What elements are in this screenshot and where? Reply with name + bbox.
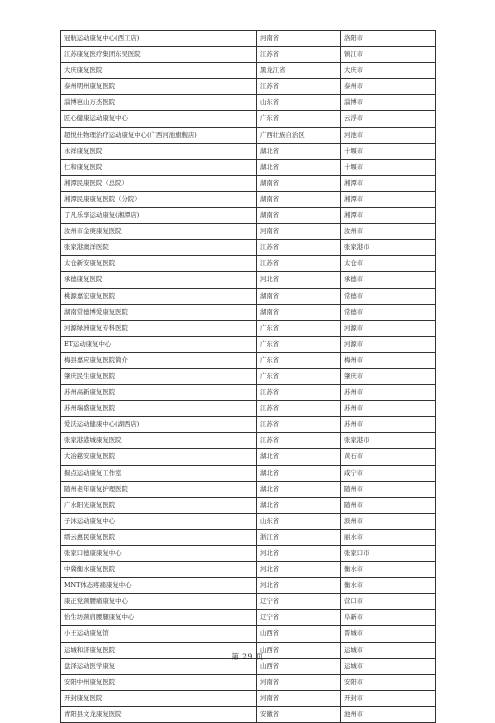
institution-name-cell: 了凡乐享运动康复(湘潭店) (61, 208, 257, 224)
city-cell: 张家口市 (341, 546, 436, 562)
province-cell: 江苏省 (257, 417, 341, 433)
table-row (61, 304, 436, 320)
table-row (61, 481, 436, 497)
institution-name-cell: 湖南常德博爱康复医院 (61, 304, 257, 320)
institution-name-cell: 苏州高新康复医院 (61, 385, 257, 401)
province-cell: 湖北省 (257, 465, 341, 481)
institution-name-cell: 泰州明州康复医院 (61, 79, 257, 95)
province-cell: 湖北省 (257, 143, 341, 159)
city-cell: 滨州市 (341, 513, 436, 529)
province-cell: 湖北省 (257, 449, 341, 465)
city-cell: 河池市 (341, 127, 436, 143)
institution-name-cell: 张家港港城康复医院 (61, 433, 257, 449)
city-cell: 苏州市 (341, 401, 436, 417)
table-row (61, 417, 436, 433)
institution-name-cell: 掘点运动康复工作室 (61, 465, 257, 481)
table-row (61, 706, 436, 722)
province-cell: 河南省 (257, 224, 341, 240)
province-cell: 河南省 (257, 674, 341, 690)
city-cell: 肇庆市 (341, 368, 436, 384)
institution-name-cell: MNT体态疼痛康复中心 (61, 578, 257, 594)
city-cell: 苏州市 (341, 417, 436, 433)
institution-name-cell: 超悦仕物理治疗运动康复中心(广西河池旗舰店) (61, 127, 257, 143)
city-cell: 衡水市 (341, 578, 436, 594)
city-cell: 十堰市 (341, 143, 436, 159)
institution-name-cell: 淄博岜山万杰医院 (61, 95, 257, 111)
table-row (61, 272, 436, 288)
institution-name-cell: 张家口德康康复中心 (61, 546, 257, 562)
city-cell: 黄石市 (341, 449, 436, 465)
institution-name-cell: 桃源嘉宏康复医院 (61, 288, 257, 304)
city-cell: 大庆市 (341, 63, 436, 79)
table-row (61, 610, 436, 626)
table-row (61, 320, 436, 336)
table-row (61, 336, 436, 352)
table-row (61, 79, 436, 95)
table-row (61, 256, 436, 272)
institution-name-cell: ET运动康复中心 (61, 336, 257, 352)
province-cell: 黑龙江省 (257, 63, 341, 79)
city-cell: 承德市 (341, 272, 436, 288)
city-cell: 阜新市 (341, 610, 436, 626)
city-cell: 张家港市 (341, 433, 436, 449)
province-cell: 广东省 (257, 320, 341, 336)
table-row (61, 513, 436, 529)
city-cell: 镇江市 (341, 47, 436, 63)
province-cell: 浙江省 (257, 529, 341, 545)
province-cell: 河北省 (257, 272, 341, 288)
institution-name-cell: 大庆康复医院 (61, 63, 257, 79)
table-row (61, 127, 436, 143)
province-cell: 辽宁省 (257, 594, 341, 610)
table-row (61, 352, 436, 368)
city-cell: 张家港市 (341, 240, 436, 256)
institution-name-cell: 爱沃运动健康中心(湖西店) (61, 417, 257, 433)
province-cell: 湖南省 (257, 175, 341, 191)
city-cell: 丽水市 (341, 529, 436, 545)
city-cell: 开封市 (341, 690, 436, 706)
city-cell: 咸宁市 (341, 465, 436, 481)
city-cell: 安阳市 (341, 674, 436, 690)
institution-name-cell: 安阳中州康复医院 (61, 674, 257, 690)
province-cell: 山西省 (257, 658, 341, 674)
province-cell: 湖北省 (257, 497, 341, 513)
province-cell: 河北省 (257, 546, 341, 562)
province-cell: 湖北省 (257, 159, 341, 175)
table-row (61, 465, 436, 481)
institution-name-cell: 冠航运动康复中心(西工店) (61, 31, 257, 47)
city-cell: 湘潭市 (341, 191, 436, 207)
institution-name-cell: 河源绿洲康复专科医院 (61, 320, 257, 336)
city-cell: 运城市 (341, 642, 436, 658)
table-row (61, 208, 436, 224)
province-cell: 广西壮族自治区 (257, 127, 341, 143)
province-cell: 湖北省 (257, 481, 341, 497)
city-cell: 苏州市 (341, 385, 436, 401)
province-cell: 辽宁省 (257, 610, 341, 626)
table-row (61, 626, 436, 642)
table-row (61, 562, 436, 578)
city-cell: 河源市 (341, 320, 436, 336)
institution-name-cell: 匠心健康运动康复中心 (61, 111, 257, 127)
institution-name-cell: 梅县嘉应康复医院简介 (61, 352, 257, 368)
table-row (61, 95, 436, 111)
table-row (61, 224, 436, 240)
city-cell: 随州市 (341, 481, 436, 497)
province-cell: 河南省 (257, 690, 341, 706)
city-cell: 十堰市 (341, 159, 436, 175)
table-row (61, 368, 436, 384)
city-cell: 汝州市 (341, 224, 436, 240)
province-cell: 河北省 (257, 562, 341, 578)
table-row (61, 594, 436, 610)
province-cell: 河南省 (257, 31, 341, 47)
province-cell: 湖南省 (257, 304, 341, 320)
institution-name-cell: 永祥康复医院 (61, 143, 257, 159)
city-cell: 河源市 (341, 336, 436, 352)
table-row (61, 63, 436, 79)
institution-name-cell: 湘潭民康康复医院（分院） (61, 191, 257, 207)
city-cell: 淄博市 (341, 95, 436, 111)
province-cell: 山东省 (257, 513, 341, 529)
institution-name-cell: 康正党颈腰痛康复中心 (61, 594, 257, 610)
table-row (61, 240, 436, 256)
province-cell: 广东省 (257, 336, 341, 352)
institution-name-cell: 中冀衡水康复医院 (61, 562, 257, 578)
institution-name-cell: 苏州瑞盛康复医院 (61, 401, 257, 417)
province-cell: 江苏省 (257, 401, 341, 417)
institution-name-cell: 随州老年康复护理医院 (61, 481, 257, 497)
city-cell: 太仓市 (341, 256, 436, 272)
province-cell: 山西省 (257, 626, 341, 642)
city-cell: 营口市 (341, 594, 436, 610)
institution-name-cell: 江苏康复医疗集团东吴医院 (61, 47, 257, 63)
table-row (61, 497, 436, 513)
city-cell: 随州市 (341, 497, 436, 513)
table-row (61, 385, 436, 401)
hospital-table (60, 30, 436, 723)
institution-name-cell: 承德康复医院 (61, 272, 257, 288)
province-cell: 山东省 (257, 95, 341, 111)
table-row (61, 674, 436, 690)
institution-name-cell: 湘潭民康医院（总院） (61, 175, 257, 191)
table-row (61, 578, 436, 594)
table-row (61, 546, 436, 562)
city-cell: 湘潭市 (341, 175, 436, 191)
page-number: 第 29 页 (231, 652, 264, 661)
table-row (61, 288, 436, 304)
city-cell: 晋城市 (341, 626, 436, 642)
table-row (61, 143, 436, 159)
institution-name-cell: 广水阳光康复医院 (61, 497, 257, 513)
province-cell: 山西省 (257, 642, 341, 658)
institution-name-cell: 开封康复医院 (61, 690, 257, 706)
table-row (61, 159, 436, 175)
province-cell: 江苏省 (257, 385, 341, 401)
province-cell: 广东省 (257, 111, 341, 127)
institution-name-cell: 子沐运动康复中心 (61, 513, 257, 529)
table-row (61, 529, 436, 545)
table-row (61, 175, 436, 191)
province-cell: 江苏省 (257, 433, 341, 449)
city-cell: 洛阳市 (341, 31, 436, 47)
institution-name-cell: 缙云惠民康复医院 (61, 529, 257, 545)
city-cell: 衡水市 (341, 562, 436, 578)
table-row (61, 111, 436, 127)
province-cell: 江苏省 (257, 240, 341, 256)
table-row (61, 449, 436, 465)
table-row (61, 191, 436, 207)
city-cell: 运城市 (341, 658, 436, 674)
institution-name-cell: 盘泽运动医学康复 (61, 658, 257, 674)
institution-name-cell: 大冶慈安康复医院 (61, 449, 257, 465)
city-cell: 常德市 (341, 304, 436, 320)
institution-name-cell: 仁和康复医院 (61, 159, 257, 175)
table-body (61, 31, 436, 723)
institution-name-cell: 青阳县文龙康复医院 (61, 706, 257, 722)
table-row (61, 690, 436, 706)
institution-name-cell: 张家港澳洋医院 (61, 240, 257, 256)
table-row (61, 47, 436, 63)
city-cell: 常德市 (341, 288, 436, 304)
province-cell: 湖南省 (257, 288, 341, 304)
institution-name-cell: 小王运动康复馆 (61, 626, 257, 642)
city-cell: 云浮市 (341, 111, 436, 127)
institution-name-cell: 运城和济康复医院 (61, 642, 257, 658)
province-cell: 江苏省 (257, 256, 341, 272)
institution-name-cell: 肇庆民生康复医院 (61, 368, 257, 384)
province-cell: 安徽省 (257, 706, 341, 722)
city-cell: 梅州市 (341, 352, 436, 368)
table-row (61, 31, 436, 47)
table-row (61, 433, 436, 449)
city-cell: 池州市 (341, 706, 436, 722)
city-cell: 泰州市 (341, 79, 436, 95)
province-cell: 湖南省 (257, 208, 341, 224)
province-cell: 广东省 (257, 352, 341, 368)
table-row (61, 401, 436, 417)
province-cell: 湖南省 (257, 191, 341, 207)
province-cell: 江苏省 (257, 79, 341, 95)
province-cell: 河北省 (257, 578, 341, 594)
institution-name-cell: 汝州市金庚康复医院 (61, 224, 257, 240)
province-cell: 广东省 (257, 368, 341, 384)
institution-name-cell: 怡生坊颈肩腰腿康复中心 (61, 610, 257, 626)
province-cell: 江苏省 (257, 47, 341, 63)
city-cell: 湘潭市 (341, 208, 436, 224)
institution-name-cell: 太仓新安康复医院 (61, 256, 257, 272)
